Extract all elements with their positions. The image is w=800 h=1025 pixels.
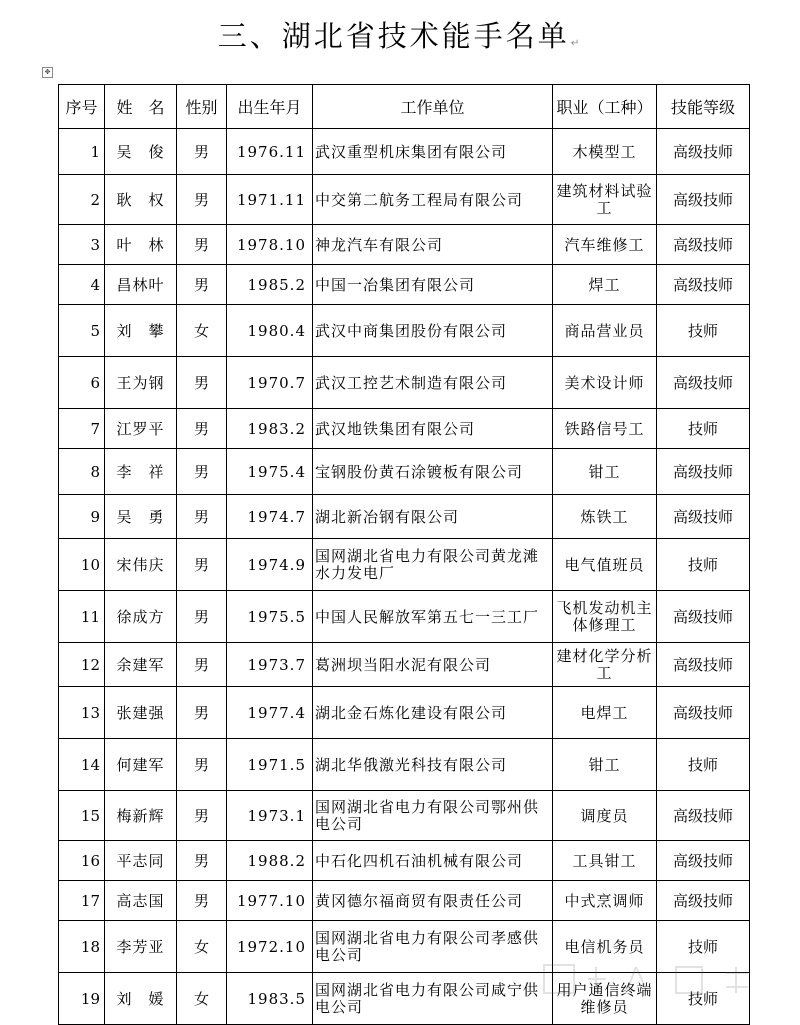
cell-name: 徐成方	[105, 591, 177, 643]
cell-level: 高级技师	[657, 129, 750, 175]
cell-job: 电气值班员	[553, 539, 657, 591]
cell-level: 高级技师	[657, 643, 750, 687]
cell-level: 高级技师	[657, 175, 750, 225]
cell-sex: 男	[177, 739, 227, 791]
cell-birth: 1977.4	[227, 687, 313, 739]
table-row	[59, 841, 750, 881]
cell-level: 技师	[657, 409, 750, 449]
table-row	[59, 591, 750, 643]
cell-name: 王为钢	[105, 357, 177, 409]
cell-no: 5	[59, 305, 105, 357]
cell-birth: 1972.10	[227, 921, 313, 973]
cell-name: 昌林叶	[105, 265, 177, 305]
cell-unit: 宝钢股份黄石涂镀板有限公司	[313, 449, 553, 495]
header-unit: 工作单位	[313, 85, 553, 129]
cell-job: 用户通信终端维修员	[553, 973, 657, 1025]
table-header-row	[59, 85, 750, 129]
cell-level: 高级技师	[657, 357, 750, 409]
table-row	[59, 305, 750, 357]
cell-birth: 1971.5	[227, 739, 313, 791]
header-name: 姓 名	[105, 85, 177, 129]
cell-sex: 男	[177, 591, 227, 643]
cell-unit: 湖北新冶钢有限公司	[313, 495, 553, 539]
cell-unit: 国网湖北省电力有限公司黄龙滩水力发电厂	[313, 539, 553, 591]
cell-sex: 男	[177, 495, 227, 539]
cell-sex: 男	[177, 225, 227, 265]
table-row	[59, 881, 750, 921]
table-row	[59, 129, 750, 175]
cell-birth: 1971.11	[227, 175, 313, 225]
table-row	[59, 687, 750, 739]
cell-sex: 男	[177, 881, 227, 921]
cell-level: 高级技师	[657, 881, 750, 921]
cell-unit: 武汉地铁集团有限公司	[313, 409, 553, 449]
cell-job: 焊工	[553, 265, 657, 305]
cell-name: 宋伟庆	[105, 539, 177, 591]
cell-job: 美术设计师	[553, 357, 657, 409]
cell-name: 耿 权	[105, 175, 177, 225]
cell-level: 高级技师	[657, 841, 750, 881]
cell-sex: 男	[177, 409, 227, 449]
cell-no: 14	[59, 739, 105, 791]
cell-no: 16	[59, 841, 105, 881]
table-row	[59, 175, 750, 225]
cell-level: 高级技师	[657, 225, 750, 265]
cell-level: 技师	[657, 539, 750, 591]
cell-job: 电信机务员	[553, 921, 657, 973]
cell-unit: 武汉重型机床集团有限公司	[313, 129, 553, 175]
cell-job: 工具钳工	[553, 841, 657, 881]
header-no: 序号	[59, 85, 105, 129]
cell-name: 梅新辉	[105, 791, 177, 841]
cell-level: 高级技师	[657, 495, 750, 539]
cell-sex: 男	[177, 129, 227, 175]
table-row	[59, 495, 750, 539]
skill-experts-table	[58, 84, 750, 1025]
cell-name: 刘 媛	[105, 973, 177, 1025]
cell-unit: 神龙汽车有限公司	[313, 225, 553, 265]
header-birth: 出生年月	[227, 85, 313, 129]
paragraph-mark-icon: ↵	[570, 38, 583, 49]
page-title: 三、湖北省技术能手名单↵	[217, 19, 583, 53]
cell-job: 商品营业员	[553, 305, 657, 357]
cell-job: 钳工	[553, 739, 657, 791]
cell-birth: 1980.4	[227, 305, 313, 357]
cell-no: 18	[59, 921, 105, 973]
cell-birth: 1988.2	[227, 841, 313, 881]
cell-unit: 国网湖北省电力有限公司鄂州供电公司	[313, 791, 553, 841]
cell-no: 1	[59, 129, 105, 175]
cell-birth: 1975.4	[227, 449, 313, 495]
cell-job: 钳工	[553, 449, 657, 495]
cell-level: 技师	[657, 973, 750, 1025]
cell-unit: 武汉工控艺术制造有限公司	[313, 357, 553, 409]
cell-no: 8	[59, 449, 105, 495]
header-level: 技能等级	[657, 85, 750, 129]
table-row	[59, 449, 750, 495]
cell-no: 12	[59, 643, 105, 687]
cell-sex: 男	[177, 265, 227, 305]
cell-no: 11	[59, 591, 105, 643]
cell-level: 高级技师	[657, 449, 750, 495]
cell-no: 4	[59, 265, 105, 305]
cell-level: 高级技师	[657, 687, 750, 739]
cell-birth: 1974.7	[227, 495, 313, 539]
cell-level: 高级技师	[657, 791, 750, 841]
cell-name: 刘 攀	[105, 305, 177, 357]
cell-no: 9	[59, 495, 105, 539]
cell-job: 中式烹调师	[553, 881, 657, 921]
cell-job: 建筑材料试验工	[553, 175, 657, 225]
cell-sex: 女	[177, 973, 227, 1025]
cell-name: 李芳亚	[105, 921, 177, 973]
cell-no: 10	[59, 539, 105, 591]
cell-level: 高级技师	[657, 265, 750, 305]
cell-sex: 男	[177, 539, 227, 591]
cell-name: 高志国	[105, 881, 177, 921]
cell-job: 调度员	[553, 791, 657, 841]
cell-sex: 男	[177, 791, 227, 841]
cell-birth: 1983.5	[227, 973, 313, 1025]
cell-no: 7	[59, 409, 105, 449]
cell-job: 铁路信号工	[553, 409, 657, 449]
cell-unit: 中国一冶集团有限公司	[313, 265, 553, 305]
cell-level: 技师	[657, 305, 750, 357]
cell-unit: 葛洲坝当阳水泥有限公司	[313, 643, 553, 687]
cell-name: 平志同	[105, 841, 177, 881]
cell-name: 叶 林	[105, 225, 177, 265]
cell-no: 15	[59, 791, 105, 841]
table-row	[59, 539, 750, 591]
cell-unit: 武汉中商集团股份有限公司	[313, 305, 553, 357]
table-row	[59, 643, 750, 687]
cell-birth: 1974.9	[227, 539, 313, 591]
cell-no: 13	[59, 687, 105, 739]
cell-job: 汽车维修工	[553, 225, 657, 265]
table-move-handle-icon[interactable]: ✥	[42, 67, 53, 78]
cell-sex: 男	[177, 841, 227, 881]
header-job: 职业（工种）	[553, 85, 657, 129]
cell-birth: 1977.10	[227, 881, 313, 921]
cell-sex: 女	[177, 921, 227, 973]
cell-birth: 1973.7	[227, 643, 313, 687]
header-sex: 性别	[177, 85, 227, 129]
cell-name: 吴 俊	[105, 129, 177, 175]
cell-no: 19	[59, 973, 105, 1025]
cell-unit: 黄冈德尔福商贸有限责任公司	[313, 881, 553, 921]
cell-no: 2	[59, 175, 105, 225]
cell-sex: 女	[177, 305, 227, 357]
table-row	[59, 791, 750, 841]
cell-sex: 男	[177, 449, 227, 495]
cell-job: 电焊工	[553, 687, 657, 739]
cell-birth: 1970.7	[227, 357, 313, 409]
table-row	[59, 739, 750, 791]
cell-name: 何建军	[105, 739, 177, 791]
cell-unit: 中国人民解放军第五七一三工厂	[313, 591, 553, 643]
cell-birth: 1978.10	[227, 225, 313, 265]
cell-sex: 男	[177, 175, 227, 225]
cell-level: 技师	[657, 739, 750, 791]
cell-job: 飞机发动机主体修理工	[553, 591, 657, 643]
cell-name: 江罗平	[105, 409, 177, 449]
cell-no: 17	[59, 881, 105, 921]
cell-birth: 1976.11	[227, 129, 313, 175]
cell-unit: 湖北金石炼化建设有限公司	[313, 687, 553, 739]
watermark-logo	[536, 959, 786, 999]
cell-birth: 1975.5	[227, 591, 313, 643]
cell-unit: 国网湖北省电力有限公司咸宁供电公司	[313, 973, 553, 1025]
cell-name: 李 祥	[105, 449, 177, 495]
cell-job: 木模型工	[553, 129, 657, 175]
cell-no: 3	[59, 225, 105, 265]
table-row	[59, 409, 750, 449]
cell-name: 余建军	[105, 643, 177, 687]
cell-name: 张建强	[105, 687, 177, 739]
cell-sex: 男	[177, 643, 227, 687]
cell-name: 吴 勇	[105, 495, 177, 539]
cell-job: 炼铁工	[553, 495, 657, 539]
table-row	[59, 225, 750, 265]
cell-level: 技师	[657, 921, 750, 973]
table-row	[59, 265, 750, 305]
cell-birth: 1985.2	[227, 265, 313, 305]
cell-sex: 男	[177, 687, 227, 739]
cell-unit: 中交第二航务工程局有限公司	[313, 175, 553, 225]
table-row	[59, 357, 750, 409]
cell-sex: 男	[177, 357, 227, 409]
cell-unit: 国网湖北省电力有限公司孝感供电公司	[313, 921, 553, 973]
cell-birth: 1983.2	[227, 409, 313, 449]
cell-job: 建材化学分析工	[553, 643, 657, 687]
cell-unit: 中石化四机石油机械有限公司	[313, 841, 553, 881]
cell-level: 高级技师	[657, 591, 750, 643]
cell-unit: 湖北华俄激光科技有限公司	[313, 739, 553, 791]
cell-birth: 1973.1	[227, 791, 313, 841]
cell-no: 6	[59, 357, 105, 409]
